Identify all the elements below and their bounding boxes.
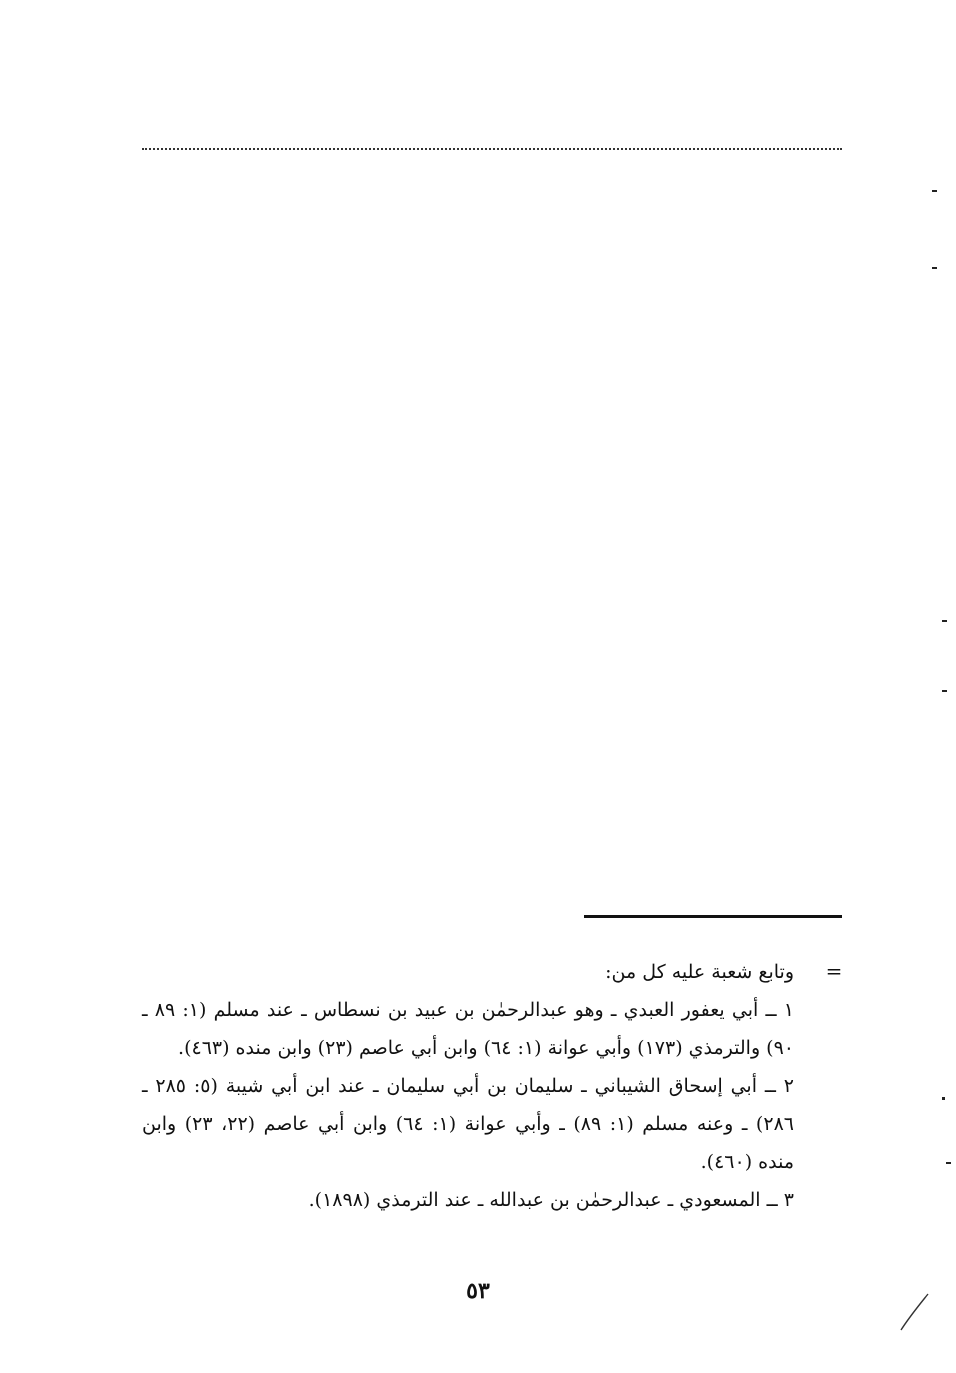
scan-mark [942, 1097, 945, 1100]
footnote-item-3: ٣ ــ المسعودي ـ عبدالرحمٰن بن عبدالله ـ عند الترمذي (١٨٩٨). [308, 1189, 794, 1211]
footnote-continuation-mark: = [825, 959, 843, 983]
scan-mark [942, 690, 947, 692]
footnote-block [142, 953, 794, 1219]
scan-mark [946, 1162, 951, 1164]
footnote-intro: وتابع شعبة عليه كل من: [605, 961, 794, 983]
footnote-item-2: ٢ ــ أبي إسحاق الشيباني ـ سليمان بن أبي سليمان ـ عند ابن أبي شيبة (٥: ٢٨٥ ـ ٢٨٦) ـ وعنه مسلم (١: ٨٩) ـ وأبي عوانة (١: ٦٤) وابن أبي عاصم (٢٢، ٢٣) وابن منده (٤٦٠). [142, 1075, 794, 1173]
header-dotted-rule [142, 148, 842, 150]
footnote-separator-rule [584, 915, 842, 918]
scan-mark [942, 620, 947, 622]
page-number: ٥٣ [466, 1278, 490, 1304]
footnote-item-1: ١ ــ أبي يعفور العبدي ـ وهو عبدالرحمٰن بن عبيد بن نسطاس ـ عند مسلم (١: ٨٩ ـ ٩٠) والترمذي (١٧٣) وأبي عوانة (١: ٦٤) وابن أبي عاصم (٢٣) وابن منده (٤٦٣). [142, 999, 794, 1059]
scan-mark [932, 190, 937, 192]
pen-stroke-mark [898, 1292, 930, 1332]
scan-mark [932, 267, 937, 269]
